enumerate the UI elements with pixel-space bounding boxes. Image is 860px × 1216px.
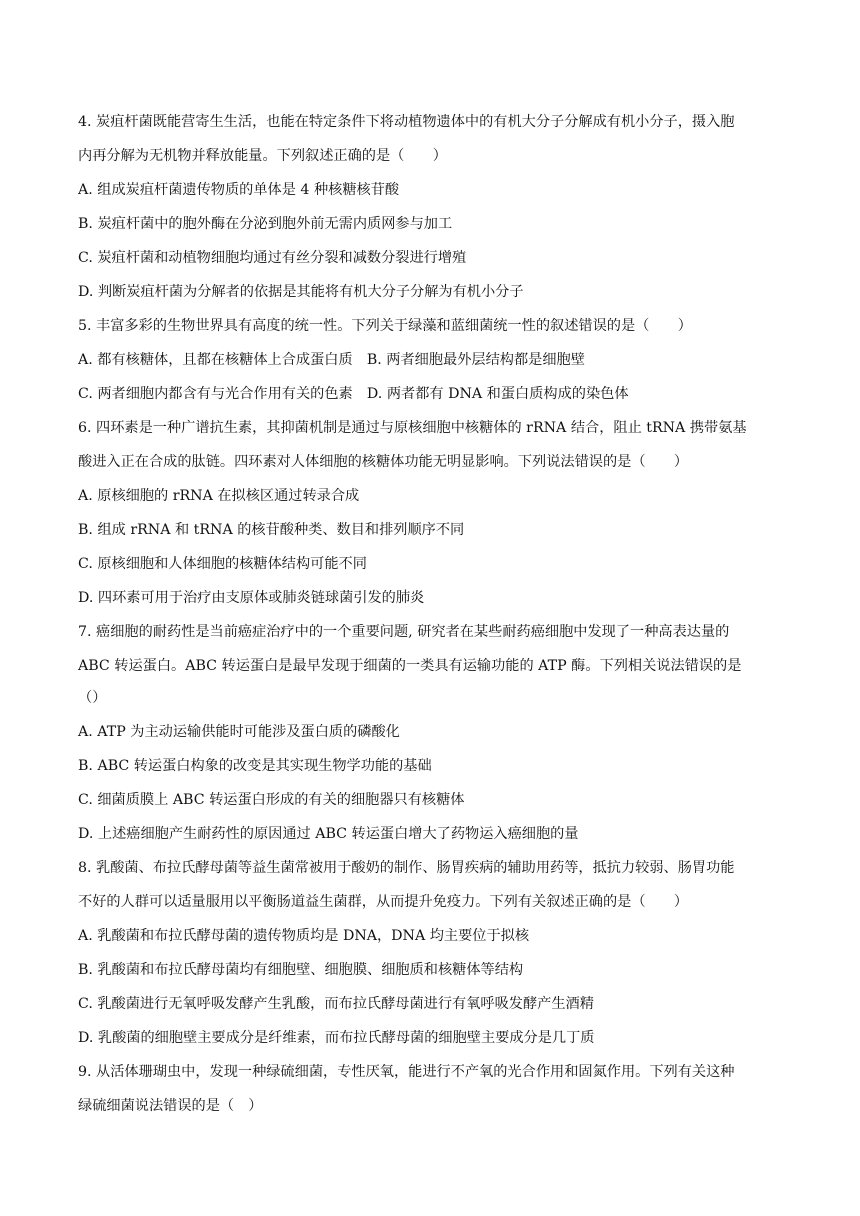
question-9-stem-line-2: 绿硫细菌说法错误的是（ ） <box>78 1098 263 1114</box>
question-5-options-ab: A. 都有核糖体，且都在核糖体上合成蛋白质 B. 两者细胞最外层结构都是细胞壁 <box>78 352 585 368</box>
question-4-option-a: A. 组成炭疽杆菌遗传物质的单体是 4 种核糖核苷酸 <box>78 182 400 198</box>
question-4-stem-line-2: 内再分解为无机物并释放能量。下列叙述正确的是（ ） <box>78 148 447 164</box>
question-8-option-d: D. 乳酸菌的细胞壁主要成分是纤维素，而布拉氏酵母菌的细胞壁主要成分是几丁质 <box>78 1030 595 1046</box>
question-9-stem-line-1: 9. 从活体珊瑚虫中，发现一种绿硫细菌，专性厌氧，能进行不产氧的光合作用和固氮作用。下列有关这种 <box>78 1064 735 1080</box>
question-7-stem-line-3: （） <box>78 690 107 706</box>
question-4-option-c: C. 炭疽杆菌和动植物细胞均通过有丝分裂和减数分裂进行增殖 <box>78 250 467 266</box>
question-6-option-c: C. 原核细胞和人体细胞的核糖体结构可能不同 <box>78 556 367 572</box>
question-7-option-d: D. 上述癌细胞产生耐药性的原因通过 ABC 转运蛋白增大了药物运入癌细胞的量 <box>78 826 579 842</box>
question-6-option-d: D. 四环素可用于治疗由支原体或肺炎链球菌引发的肺炎 <box>78 590 425 606</box>
question-8-option-c: C. 乳酸菌进行无氧呼吸发酵产生乳酸，而布拉氏酵母菌进行有氧呼吸发酵产生酒精 <box>78 996 594 1012</box>
question-4-option-d: D. 判断炭疽杆菌为分解者的依据是其能将有机大分子分解为有机小分子 <box>78 284 524 300</box>
question-7-option-c: C. 细菌质膜上 ABC 转运蛋白形成的有关的细胞器只有核糖体 <box>78 792 465 808</box>
question-8-option-a: A. 乳酸菌和布拉氏酵母菌的遗传物质均是 DNA，DNA 均主要位于拟核 <box>78 928 530 944</box>
question-6-stem-line-2: 酸进入正在合成的肽链。四环素对人体细胞的核糖体功能无明显影响。下列说法错误的是（ ） <box>78 454 689 470</box>
question-8-option-b: B. 乳酸菌和布拉氏酵母菌均有细胞壁、细胞膜、细胞质和核糖体等结构 <box>78 962 524 978</box>
question-6-stem-line-1: 6. 四环素是一种广谱抗生素，其抑菌机制是通过与原核细胞中核糖体的 rRNA 结合，阻止 tRNA 携带氨基 <box>78 420 747 436</box>
question-7-stem-line-1: 7. 癌细胞的耐药性是当前癌症治疗中的一个重要问题, 研究者在某些耐药癌细胞中发现了一种高表达量的 <box>78 624 730 640</box>
question-5-stem-line-1: 5. 丰富多彩的生物世界具有高度的统一性。下列关于绿藻和蓝细菌统一性的叙述错误的是（ ） <box>78 318 692 334</box>
question-7-option-a: A. ATP 为主动运输供能时可能涉及蛋白质的磷酸化 <box>78 724 400 740</box>
question-4-stem-line-1: 4. 炭疽杆菌既能营寄生生活，也能在特定条件下将动植物遗体中的有机大分子分解成有机小分子，摄入胞 <box>78 114 735 130</box>
question-4-option-b: B. 炭疽杆菌中的胞外酶在分泌到胞外前无需内质网参与加工 <box>78 216 453 232</box>
question-5-options-cd: C. 两者细胞内都含有与光合作用有关的色素 D. 两者都有 DNA 和蛋白质构成的染色体 <box>78 386 629 402</box>
question-7-stem-line-2: ABC 转运蛋白。ABC 转运蛋白是最早发现于细菌的一类具有运输功能的 ATP 酶。下列相关说法错误的是 <box>78 658 742 674</box>
question-8-stem-line-2: 不好的人群可以适量服用以平衡肠道益生菌群，从而提升免疫力。下列有关叙述正确的是（ ） <box>78 894 689 910</box>
question-7-option-b: B. ABC 转运蛋白构象的改变是其实现生物学功能的基础 <box>78 758 432 774</box>
question-6-option-a: A. 原核细胞的 rRNA 在拟核区通过转录合成 <box>78 488 360 504</box>
question-6-option-b: B. 组成 rRNA 和 tRNA 的核苷酸种类、数目和排列顺序不同 <box>78 522 465 538</box>
question-8-stem-line-1: 8. 乳酸菌、布拉氏酵母菌等益生菌常被用于酸奶的制作、肠胃疾病的辅助用药等，抵抗力较弱、肠胃功能 <box>78 860 735 876</box>
